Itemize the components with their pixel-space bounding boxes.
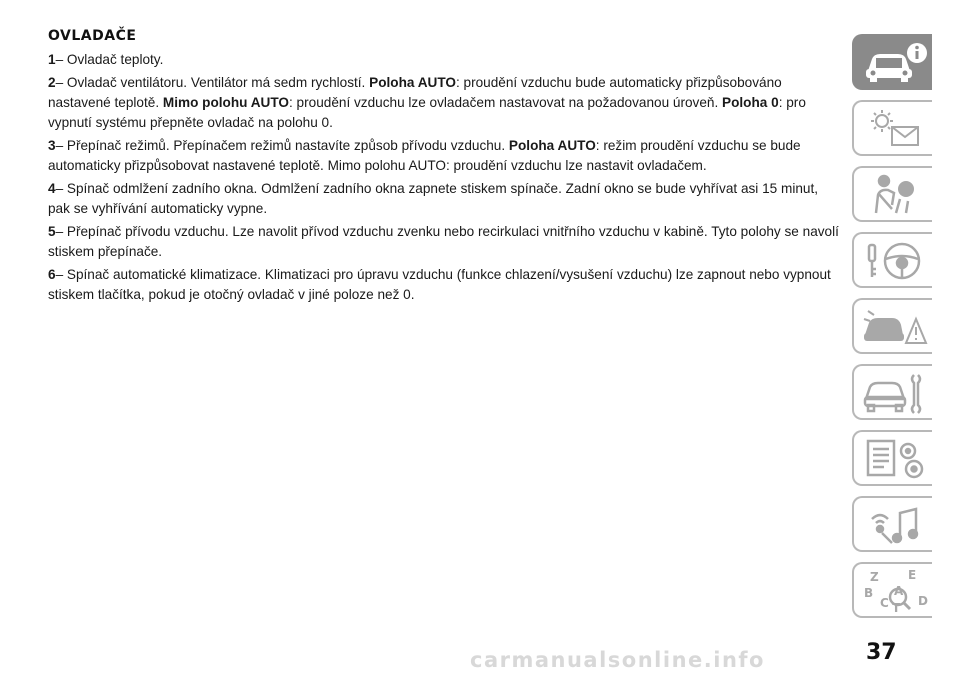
index-letter-t: T (892, 601, 901, 613)
alphabetical-index-icon (862, 569, 928, 613)
item-number: 5 (48, 224, 56, 239)
car-info-icon (862, 41, 928, 85)
item-number: 6 (48, 267, 56, 282)
paragraph-5 (48, 222, 840, 262)
item-number: 4 (48, 181, 56, 196)
paragraph-text: – Přepínač přívodu vzduchu. Lze navolit přívod vzduchu zvenku nebo recirkulaci vnitřního vzduchu v kabině. Tyto polohy se navolí stiskem přepínače. (48, 224, 839, 259)
multimedia-icon (862, 503, 928, 547)
warning-lights-icon (862, 107, 928, 151)
index-letter-c: C (880, 596, 889, 610)
index-letter-a: A (894, 584, 904, 598)
paragraph-text: – Přepínač režimů. Přepínačem režimů nastavíte způsob přívodu vzduchu. (55, 138, 509, 153)
paragraph-text: – Spínač odmlžení zadního okna. Odmlžení zadního okna zapnete stiskem spínače. Zadní okno se bude vyhřívat asi 15 minut, pak se vyhřívání automaticky vypne. (48, 181, 819, 216)
tab-safety[interactable] (852, 166, 932, 222)
main-content (48, 28, 840, 308)
index-letter-d: D (918, 594, 928, 608)
item-number: 2 (48, 75, 56, 90)
section-heading: OVLADAČE (48, 28, 137, 44)
bold-term: Mimo polohu AUTO (162, 95, 289, 110)
item-number: 1 (48, 52, 56, 67)
paragraph-text: – Ovladač ventilátoru. Ventilátor má sedm rychlostí. (55, 75, 370, 90)
paragraph-text: – Ovladač teploty. (55, 52, 164, 67)
bold-term: Poloha AUTO (369, 75, 456, 90)
paragraph-text: : proudění vzduchu lze ovladačem nastavovat na požadovanou úroveň. (289, 95, 723, 110)
paragraph-4 (48, 179, 840, 219)
technical-data-icon (862, 437, 928, 481)
paragraph-text: : režim proudění vzduchu se bude automaticky přizpůsobovat nastavené teplotě. Mimo polohu AUTO: proudění vzduchu lze nastavit ovladačem. (48, 138, 801, 173)
item-number: 3 (48, 138, 56, 153)
paragraph-text: : proudění vzduchu bude automaticky přizpůsobováno nastavené teplotě. (48, 75, 782, 110)
tab-technical-data[interactable] (852, 430, 932, 486)
paragraph-3 (48, 136, 840, 176)
paragraph-6 (48, 265, 840, 305)
car-maintenance-icon (862, 371, 928, 415)
tab-warning-lights[interactable] (852, 100, 932, 156)
chapter-sidebar (852, 34, 932, 628)
index-letter-z: Z (870, 570, 879, 584)
tab-maintenance[interactable] (852, 364, 932, 420)
paragraph-text: : pro vypnutí systému přepněte ovladač na polohu 0. (48, 95, 806, 130)
paragraph-list (48, 50, 840, 305)
emergency-icon (862, 305, 928, 349)
bold-term: Poloha 0 (722, 95, 779, 110)
tab-car-info[interactable] (852, 34, 932, 90)
steering-wheel-icon (862, 239, 928, 283)
paragraph-2 (48, 73, 840, 133)
paragraph-1 (48, 50, 840, 70)
index-letter-e: E (908, 569, 917, 582)
page-number: 37 (866, 640, 897, 665)
tab-starting-driving[interactable] (852, 232, 932, 288)
tab-index[interactable] (852, 562, 932, 618)
tab-emergency[interactable] (852, 298, 932, 354)
watermark: carmanualsonline.info (470, 648, 765, 672)
seatbelt-airbag-icon (862, 173, 928, 217)
paragraph-text: – Spínač automatické klimatizace. Klimatizaci pro úpravu vzduchu (funkce chlazení/vysušení vzduchu) lze zapnout nebo vypnout stiskem tlačítka, pokud je otočný ovladač v jiné poloze než 0. (48, 267, 831, 302)
index-letter-b: B (864, 586, 874, 600)
tab-multimedia[interactable] (852, 496, 932, 552)
bold-term: Poloha AUTO (508, 138, 596, 153)
